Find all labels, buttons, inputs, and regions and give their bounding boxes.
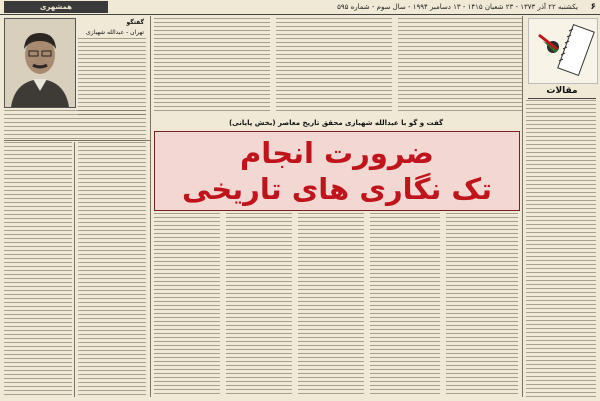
text-column xyxy=(78,38,146,116)
section-illustration xyxy=(528,18,598,84)
text-column xyxy=(4,110,146,140)
portrait-photo-icon xyxy=(5,19,75,107)
pen-and-notebook-icon xyxy=(529,19,597,83)
column-rule xyxy=(522,16,523,397)
text-column xyxy=(370,213,440,397)
text-column xyxy=(446,213,518,397)
newspaper-logo: همشهری xyxy=(4,1,108,13)
sidebar-subtitle: تهران - عبدالله شهبازی xyxy=(86,29,144,36)
headline-box xyxy=(154,131,520,211)
section-label: مقالات xyxy=(528,84,596,99)
text-column xyxy=(226,213,292,397)
page-header xyxy=(0,0,600,15)
section-rule xyxy=(4,140,150,141)
headline-line-1: ضرورت انجام xyxy=(240,136,434,170)
page-number: ۶ xyxy=(590,2,596,12)
text-column xyxy=(276,18,392,114)
article-kicker: گفت و گو با عبدالله شهبازی محقق تاریخ معاصر (بخش پایانی) xyxy=(228,119,444,127)
dateline: یکشنبه ۲۲ آذر ۱۳۷۳ - ۲۳ شعبان ۱۴۱۵ - ۱۳ دسامبر ۱۹۹۴ - سال سوم - شماره ۵۹۵ xyxy=(337,3,578,11)
text-column xyxy=(154,213,220,397)
text-column xyxy=(398,18,522,114)
text-column xyxy=(4,142,72,397)
text-column xyxy=(78,142,146,397)
headline-line-2: تک نگاری های تاریخی xyxy=(182,172,492,206)
column-rule xyxy=(150,16,151,397)
author-portrait xyxy=(4,18,76,108)
text-column xyxy=(298,213,364,397)
text-column xyxy=(526,100,596,397)
sidebar-title: گفتگو xyxy=(126,19,144,26)
text-column xyxy=(154,18,270,114)
column-rule xyxy=(74,142,75,397)
